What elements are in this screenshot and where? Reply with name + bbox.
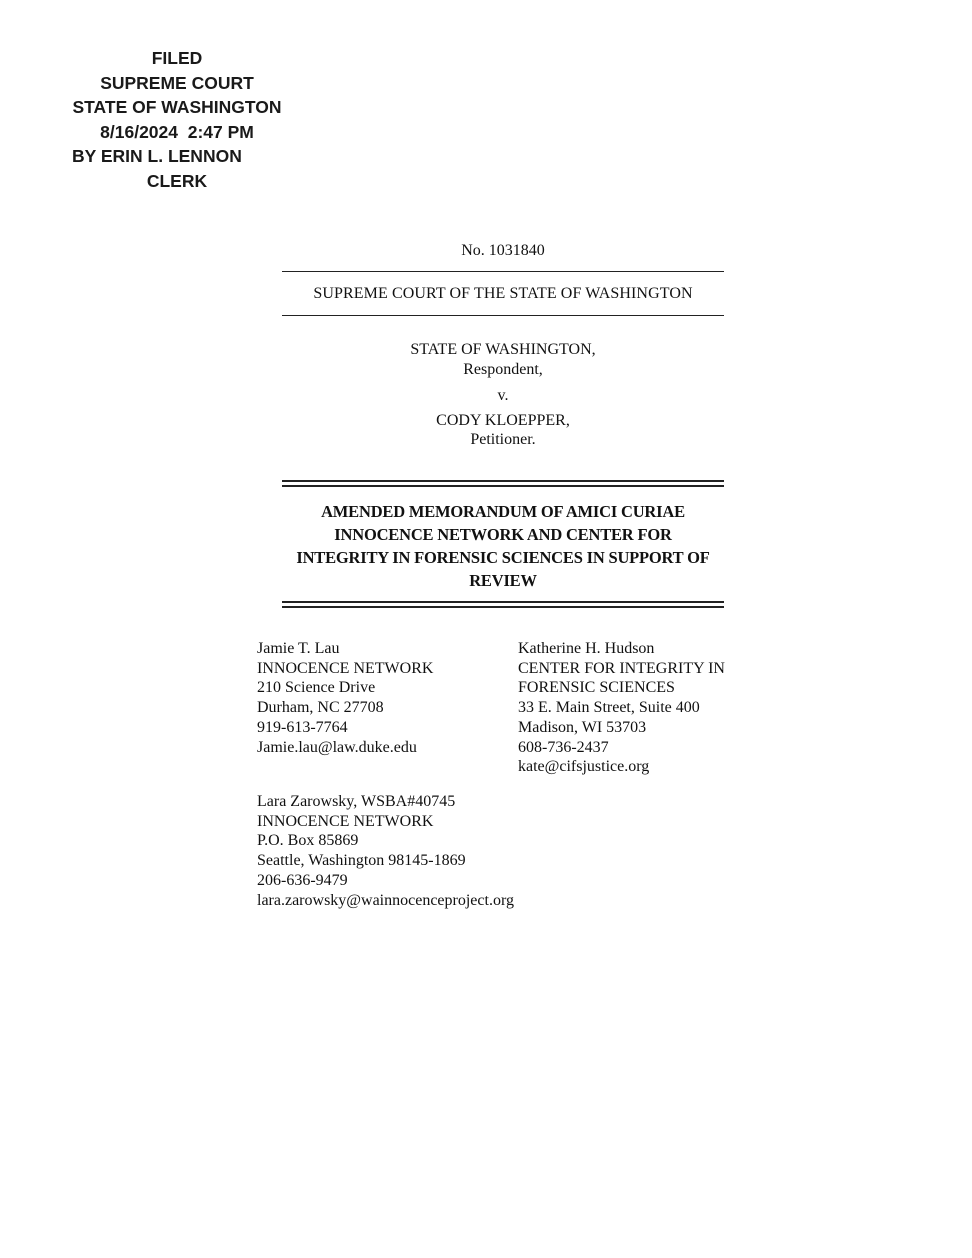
title-line: INTEGRITY IN FORENSIC SCIENCES IN SUPPORT OF — [296, 548, 710, 567]
counsel-organization: FORENSIC SCIENCES — [518, 679, 675, 697]
versus: v. — [497, 387, 509, 404]
stamp-court: SUPREME COURT — [100, 72, 254, 93]
case-parties — [282, 340, 724, 450]
counsel-email: lara.zarowsky@wainnocenceproject.org — [257, 891, 514, 909]
title-line: INNOCENCE NETWORK AND CENTER FOR — [334, 525, 672, 544]
counsel-block-zarowsky — [257, 792, 514, 910]
counsel-organization: INNOCENCE NETWORK — [257, 812, 434, 830]
counsel-street: 210 Science Drive — [257, 679, 376, 697]
court-name: SUPREME COURT OF THE STATE OF WASHINGTON — [313, 285, 693, 302]
petitioner-role: Petitioner. — [470, 431, 536, 448]
counsel-phone: 608-736-2437 — [518, 738, 609, 756]
stamp-clerk: CLERK — [146, 170, 208, 191]
counsel-name: Jamie T. Lau — [257, 640, 340, 657]
counsel-street: 33 E. Main Street, Suite 400 — [518, 699, 700, 717]
stamp-datetime: 8/16/2024 2:47 PM — [100, 121, 254, 142]
counsel-city: Durham, NC 27708 — [257, 699, 384, 717]
divider-rule — [282, 315, 724, 316]
counsel-city: Madison, WI 53703 — [518, 718, 647, 736]
petitioner-name: CODY KLOEPPER, — [436, 411, 570, 429]
document-title — [272, 500, 734, 592]
stamp-state: STATE OF WASHINGTON — [72, 97, 282, 118]
counsel-phone: 919-613-7764 — [257, 718, 348, 736]
counsel-email: kate@cifsjustice.org — [518, 758, 650, 776]
counsel-organization: CENTER FOR INTEGRITY IN — [518, 659, 725, 677]
stamp-filed: FILED — [151, 48, 203, 68]
counsel-block-hudson — [518, 639, 725, 777]
counsel-city: Seattle, Washington 98145-1869 — [257, 852, 466, 870]
counsel-block-lau — [257, 639, 433, 757]
counsel-email: Jamie.lau@law.duke.edu — [257, 738, 417, 756]
counsel-name: Lara Zarowsky, WSBA#40745 — [257, 793, 456, 810]
filing-stamp — [52, 46, 302, 194]
respondent-role: Respondent, — [463, 360, 543, 378]
case-number: No. 1031840 — [461, 242, 545, 259]
stamp-byline: BY ERIN L. LENNON — [72, 146, 242, 167]
divider-rule — [282, 271, 724, 272]
counsel-name: Katherine H. Hudson — [518, 640, 655, 657]
double-divider-bottom — [282, 601, 724, 608]
double-divider-top — [282, 480, 724, 487]
counsel-organization: INNOCENCE NETWORK — [257, 659, 434, 677]
title-line: AMENDED MEMORANDUM OF AMICI CURIAE — [321, 502, 685, 521]
counsel-phone: 206-636-9479 — [257, 871, 348, 889]
respondent-name: STATE OF WASHINGTON, — [410, 341, 596, 358]
title-line: REVIEW — [469, 571, 537, 590]
counsel-street: P.O. Box 85869 — [257, 832, 359, 850]
